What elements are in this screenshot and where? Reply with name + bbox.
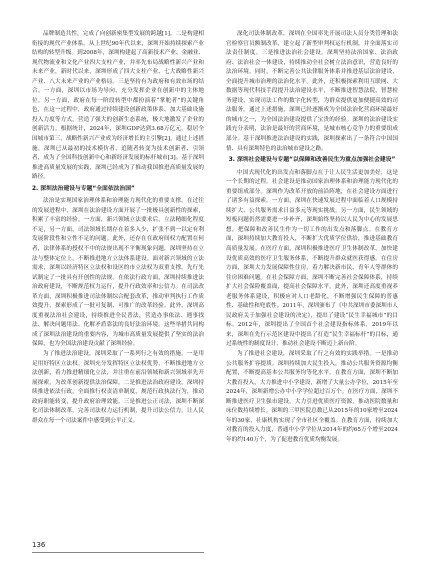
body-paragraph: 深化司法体制改革，深圳在全国率先开展司法人员分类管理和法官检察官员额制改革，建立起了新型审判权运行机制，并全面落实司法责任制度。三是推进法治社会建设，深圳坚持法治国家、法治政府、法治社会一体建设，持续推动全社会树立法治意识，营造良好的法治环境。同时，不断完善公共法律服务体系并推进基层法治建设，全面提升城市治理的法治化水平。此外，还积极探索利用互联网、大数据等现代科技手段提升法治建设水平，不断推进智慧法院、智慧检务建设，实现司法工作的数字化转型，为群众提供更加便捷高效的司法服务。通过上述措施，深圳已经逐渐成为全国法治化营商环境最好的城市之一，为全国法治建设提供了宝贵的经验。深圳的法治建设实践充分表明，法治是最好的营商环境，是城市核心竞争力的重要组成部分。基于深圳推进法治建设的实践，深圳探索出了一条符合中国国情、具有深圳特色的法治城市建设之路。 [226, 31, 398, 152]
body-paragraph: 中国式现代化的出发点和落脚点在于让人民生活更加美好，这是一个长期的过程。社会建设是推动国家治理体系和治理能力现代化的重要组成部分。深圳作为改革开放的前沿阵地，在社会建设方面进行了诸多有益探索。一方面，深圳在快速发展过程中面临着人口规模持续扩大、公共服务需求日益多元等现实挑战。另一方面，民生领域的短板问题仍然需要进一步补齐，深圳始终坚持以人民为中心的发展思想，把保障和改善民生作为一切工作的出发点和落脚点。在教育方面，深圳持续加大教育投入，不断扩大优质学位供给，推进基础教育高质量发展。在医疗方面，深圳积极推进医疗卫生体制改革，加快建设优质高效的医疗卫生服务体系，不断提升群众就医获得感。在住房方面，深圳大力发展保障性住房，着力解决新市民、青年人等群体的住房困难问题。在社会保障方面，深圳不断完善社会保障体系，持续扩大社会保险覆盖面，提高社会保障水平。此外，深圳还高度重视养老服务体系建设，积极应对人口老龄化，不断增强民生保障的普惠性、基础性和兜底性。2011年，深圳颁布了《中共深圳市委深圳市人民政府关于加强社会建设的决定》，提出了建设“民生幸福城市”的目标。2012年，深圳提出了全国首个社会建设指标体系，2019年以来，深圳在先行示范区建设中提出了打造“民生幸福标杆”的目标，通过系统性的制度设计，推动社会建设不断迈上新台阶。 [226, 169, 398, 348]
left-column [32, 30, 204, 426]
body-paragraph: 品牌制造共性，完成了向创新密集型发展的跨越[1]。二是构建相衔接的现代产业体系。从上世纪90年代以来，深圳开始持续探索产业结构的转型升级。到2008年，深圳构建起了高新技术产业、金融业、现代物流业和文化产业四大支柱产业，并率先布局战略性新兴产业和未来产业，新时代以来，深圳形成了四大支柱产业、七大战略性新兴产业、八大未来产业的产业格局。三是坚持有为政府和有效市场的结合。一方面，深圳以市场为导向，充分发挥企业在创新中的主体地位。另一方面，政府在每一阶段转型中都扮演着“掌舵者”的关键角色，在这一过程中，政府通过持续建设创新政策体系、加大基础设施投入力度等方式，营造了强大的创新生态系统，极大地激发了企业的创新活力。根据统计，2024年，深圳GDP达到3.68万亿元，稳居全国城市第三，战略性新兴产业成为经济增长的主引擎[2]，通过上述措施，深圳已从最初的技术模仿者、追随者转变为技术创新者、引领者，成为了全国科技创新中心和新经济发展的标杆城市[3]。基于深圳推进高质量发展的实践，深圳已经成为了推动我国推进高质量发展的路径。 [32, 31, 204, 181]
right-column [226, 30, 398, 445]
page-number: 136 [32, 541, 46, 549]
footer-divider [32, 552, 204, 553]
section-heading: 3. 深圳社会建设与专题“以保障和改善民生为重点加强社会建设” [228, 157, 396, 164]
section-heading: 2. 深圳法治建设与专题“全面依法治国” [32, 185, 135, 192]
body-paragraph: 法治是实现国家治理体系和治理能力现代化的重要支撑，在过往的发展进程中，深圳在法治建设方面开展了一批极具创新性的探索，积累了丰富的经验。一方面，新兴领域立法要求后，立法精细化程度不足，另一方面，司法领域长期存在着多入少，扩张不到一以定有利发展阶段性和立性不足的问题。此外，还存在在政府间权力配置在何者，法律体系的授权不中的法规出现不平衡现象问题，深圳坚持在立法与整体定位上，不断推进地方立法体系建设。面对新兴领域的立法需求，深圳以经济特区立法权和设区的市立法权为双重支撑，先行先试制定了一批具有开创性的法规。在依法行政方面，深圳持续推进法治政府建设，不断规范权力运行，提升行政效率和公信力。在司法改革方面，深圳积极推进司法体制综合配套改革，推动审判执行工作质效提升，探索形成了一批可复制、可推广的改革经验。此外，深圳高度重视法治社会建设，持续推进全民普法，营造办事依法、遇事找法、解决问题用法、化解矛盾靠法的良好法治环境。这些举措共同构成了深圳法治建设的重要内容，为城市高质量发展提供了坚实的法治保障，也为全国法治建设贡献了深圳经验。 [32, 198, 204, 348]
body-paragraph: 为了推进社会建设，深圳采取了行之有效的实践举措。一是推动公共服务扩容提质。深圳持续加大民生投入，推动公共服务资源均衡配置，不断提高基本公共服务均等化水平。在教育方面，深圳不断加大教育投入，大力推进中小学建设，新增了大量公办学位，2015年至2024年，深圳新增公办中小学学位超过百万个。在医疗方面，深圳不断推进医疗卫生强市建设，大力引进优质医疗资源，推动医院数量和床位数持续增长。深圳的三甲医院总数已从2015年的10家增至2024年的30家，社康机构实现了全市社区全覆盖。在教育方面，持续加大对教育的投入力度，普通中小学学位从2014年的约65万个增至2024年的约140万个，为了促进教育优质均衡发展。 [226, 351, 398, 443]
body-paragraph: 为了推进法治建设，深圳采取了一系列行之有效的措施。一是用足用好特区立法权。深圳充分发挥特区立法权优势，不断推进地方立法创新，着力推进精细化立法，并注重在前沿领域和新兴领域率先开展探索，为改革创新提供法治保障。二是推进法治政府建设，深圳持续推进依法行政，全面推行权责清单制度，规范行政执法行为，推动政府职能转变，提升政府治理效能。三是推进公正司法，深圳不断深化司法体制改革，完善司法权力运行机制，提升司法公信力，让人民群众在每一个司法案件中感受到公平正义。 [32, 351, 204, 424]
